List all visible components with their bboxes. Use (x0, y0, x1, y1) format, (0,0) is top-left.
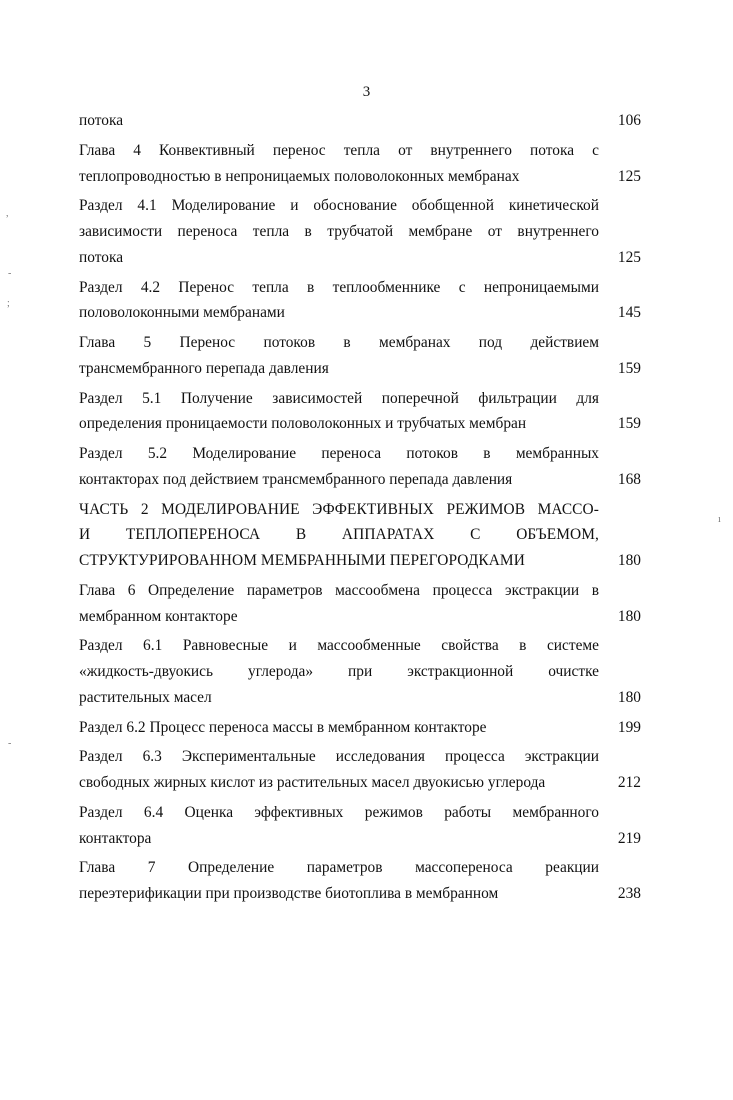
toc-line (79, 164, 641, 190)
toc-entry-text: переэтерификации при производстве биотоплива в мембранном (79, 885, 499, 902)
toc-line (79, 108, 641, 134)
toc-entry-text: зависимости переноса тепла в трубчатой мембране от внутреннего (79, 223, 599, 240)
toc-entry-text: СТРУКТУРИРОВАННОМ МЕМБРАННЫМИ ПЕРЕГОРОДКАМИ (79, 552, 525, 569)
toc-entry-text: потока (79, 248, 124, 266)
toc-line (79, 275, 641, 301)
toc-entry-text: свободных жирных кислот из растительных масел двуокисью углерода (79, 774, 546, 791)
table-of-contents (79, 108, 641, 911)
toc-page-number: 199 (617, 718, 641, 736)
toc-line (79, 881, 641, 907)
scan-speck: - (8, 268, 12, 279)
toc-entry-text: Раздел 6.4 Оценка эффективных режимов работы мембранного (79, 803, 599, 821)
toc-line (79, 800, 641, 826)
toc-line (79, 548, 641, 574)
toc-page-number: 168 (617, 470, 641, 488)
toc-line (79, 659, 641, 685)
scan-speck: ; (7, 298, 10, 309)
toc-page-number: 219 (617, 829, 641, 847)
toc-entry-text: контактора (79, 829, 152, 847)
toc-entry-text: Глава 7 Определение параметров массопереноса реакции (79, 859, 599, 877)
toc-page-number: 212 (617, 774, 641, 791)
toc-line (79, 522, 641, 548)
toc-page-number: 106 (617, 112, 641, 129)
toc-entry-text: Раздел 5.1 Получение зависимостей поперечной фильтрации для (79, 389, 599, 407)
toc-page-number: 145 (617, 304, 641, 322)
toc-line (79, 770, 641, 796)
toc-entry-text: растительных масел (79, 688, 212, 706)
toc-page-number: 159 (617, 415, 641, 433)
toc-entry-text: половолоконными мембранами (79, 304, 285, 322)
toc-line (79, 855, 641, 881)
toc-line (79, 245, 641, 271)
toc-entry-text: Раздел 6.1 Равновесные и массообменные свойства в системе (79, 637, 599, 655)
toc-line (79, 497, 641, 523)
toc-line (79, 715, 641, 741)
toc-line (79, 193, 641, 219)
toc-page-number: 180 (617, 552, 641, 569)
toc-entry-text: определения проницаемости половолоконных и трубчатых мембран (79, 415, 527, 433)
toc-entry-text: теплопроводностью в непроницаемых половолоконных мембранах (79, 167, 520, 185)
scan-speck: ı (718, 514, 721, 525)
toc-page-number: 159 (617, 359, 641, 377)
toc-line (79, 138, 641, 164)
toc-entry-text: Раздел 6.3 Экспериментальные исследования процесса экстракции (79, 748, 599, 766)
toc-line (79, 467, 641, 493)
toc-page-number: 125 (617, 248, 641, 266)
toc-entry-text: Раздел 6.2 Процесс переноса массы в мембранном контакторе (79, 718, 487, 736)
toc-line (79, 411, 641, 437)
toc-page-number: 238 (617, 885, 641, 902)
toc-entry-text: ЧАСТЬ 2 МОДЕЛИРОВАНИЕ ЭФФЕКТИВНЫХ РЕЖИМОВ МАССО- (79, 500, 599, 518)
toc-page-number: 180 (617, 688, 641, 706)
toc-line (79, 685, 641, 711)
toc-entry-text: «жидкость-двуокись углерода» при экстракционной очистке (79, 663, 599, 680)
toc-page-number: 180 (617, 607, 641, 625)
toc-line (79, 826, 641, 852)
toc-entry-text: трансмембранного перепада давления (79, 359, 329, 377)
toc-line (79, 300, 641, 326)
toc-line (79, 219, 641, 245)
page-number: 3 (362, 84, 371, 100)
toc-line (79, 441, 641, 467)
toc-line (79, 604, 641, 630)
toc-entry-text: Раздел 4.2 Перенос тепла в теплообменнике с непроницаемыми (79, 278, 599, 296)
toc-line (79, 386, 641, 412)
scan-speck: , (6, 208, 9, 219)
toc-line (79, 578, 641, 604)
toc-entry-text: И ТЕПЛОПЕРЕНОСА В АППАРАТАХ С ОБЪЕМОМ, (79, 526, 599, 544)
toc-line (79, 744, 641, 770)
scan-speck: - (8, 738, 12, 749)
toc-page-number: 125 (617, 167, 641, 185)
toc-line (79, 356, 641, 382)
toc-entry-text: Глава 4 Конвективный перенос тепла от внутреннего потока с (79, 141, 599, 159)
toc-entry-text: контакторах под действием трансмембранного перепада давления (79, 470, 513, 488)
toc-entry-text: Раздел 4.1 Моделирование и обоснование обобщенной кинетической (79, 197, 599, 215)
toc-entry-text: Глава 5 Перенос потоков в мембранах под действием (79, 334, 599, 351)
toc-entry-text: мембранном контакторе (79, 607, 238, 625)
toc-entry-text: Раздел 5.2 Моделирование переноса потоков в мембранных (79, 445, 599, 462)
toc-entry-text: Глава 6 Определение параметров массообмена процесса экстракции в (79, 581, 599, 599)
toc-line (79, 330, 641, 356)
toc-line (79, 633, 641, 659)
toc-entry-text: потока (79, 112, 124, 129)
